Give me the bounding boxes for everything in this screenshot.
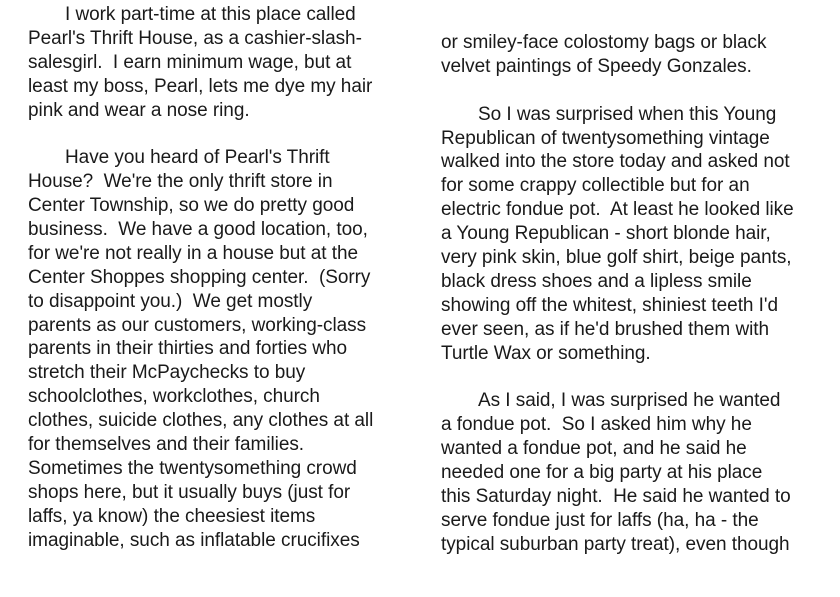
text-line: I work part-time at this place called: [65, 4, 356, 25]
text-line: for themselves and their families.: [28, 434, 305, 456]
text-line: imaginable, such as inflatable crucifixes: [28, 529, 360, 551]
text-line: serve fondue just for laffs (ha, ha - the: [441, 509, 759, 531]
right-column: [441, 31, 839, 557]
paragraph-gap: [28, 122, 408, 146]
text-line: for we're not really in a house but at the: [28, 242, 359, 264]
text-line: electric fondue pot. At least he looked like: [441, 199, 794, 221]
text-line: stretch their McPaychecks to buy: [28, 362, 306, 384]
text-line: salesgirl. I earn minimum wage, but at: [28, 51, 352, 73]
text-line: ever seen, as if he'd brushed them with: [441, 318, 770, 340]
text-line: Center Township, so we do pretty good: [28, 195, 355, 217]
paragraph: [441, 103, 839, 366]
text-line: wanted a fondue pot, and he said he: [441, 438, 747, 460]
text-line: to disappoint you.) We get mostly: [28, 290, 313, 312]
left-column: [28, 3, 408, 552]
text-line: So I was surprised when this Young: [478, 103, 777, 125]
paragraph-gap: [441, 365, 839, 389]
text-line: for some crappy collectible but for an: [441, 175, 750, 197]
text-line: black dress shoes and a lipless smile: [441, 270, 752, 292]
text-line: a Young Republican - short blonde hair,: [441, 223, 771, 245]
text-line: Center Shoppes shopping center. (Sorry: [28, 266, 371, 288]
text-line: Pearl's Thrift House, as a cashier-slash-: [28, 27, 362, 49]
text-line: Republican of twentysomething vintage: [441, 127, 770, 149]
text-line: business. We have a good location, too,: [28, 219, 368, 241]
text-line: schoolclothes, workclothes, church: [28, 386, 320, 408]
text-line: least my boss, Pearl, lets me dye my hair: [28, 75, 373, 97]
text-line: pink and wear a nose ring.: [28, 99, 250, 121]
text-line: walked into the store today and asked not: [441, 151, 790, 173]
paragraph: [441, 31, 839, 79]
text-line: very pink skin, blue golf shirt, beige pants,: [441, 247, 792, 269]
text-line: Have you heard of Pearl's Thrift: [65, 147, 330, 169]
text-line: parents in their thirties and forties who: [28, 338, 348, 360]
text-line: typical suburban party treat), even though: [441, 533, 790, 555]
text-line: this Saturday night. He said he wanted to: [441, 485, 791, 507]
text-line: a fondue pot. So I asked him why he: [441, 414, 752, 436]
text-line: shops here, but it usually buys (just for: [28, 481, 351, 503]
text-line: or smiley-face colostomy bags or black: [441, 32, 767, 53]
paragraph-gap: [441, 79, 839, 103]
text-line: showing off the whitest, shiniest teeth I'd: [441, 294, 778, 316]
text-line: velvet paintings of Speedy Gonzales.: [441, 55, 752, 77]
paragraph: [441, 389, 839, 556]
text-line: parents as our customers, working-class: [28, 314, 367, 336]
text-line: needed one for a big party at his place: [441, 462, 763, 484]
text-line: Sometimes the twentysomething crowd: [28, 457, 357, 479]
text-line: clothes, suicide clothes, any clothes at all: [28, 410, 374, 432]
paragraph: [28, 3, 408, 122]
text-line: Turtle Wax or something.: [441, 342, 651, 364]
text-line: As I said, I was surprised he wanted: [478, 390, 781, 412]
text-line: House? We're the only thrift store in: [28, 171, 333, 193]
text-line: laffs, ya know) the cheesiest items: [28, 505, 316, 527]
paragraph: [28, 146, 408, 552]
